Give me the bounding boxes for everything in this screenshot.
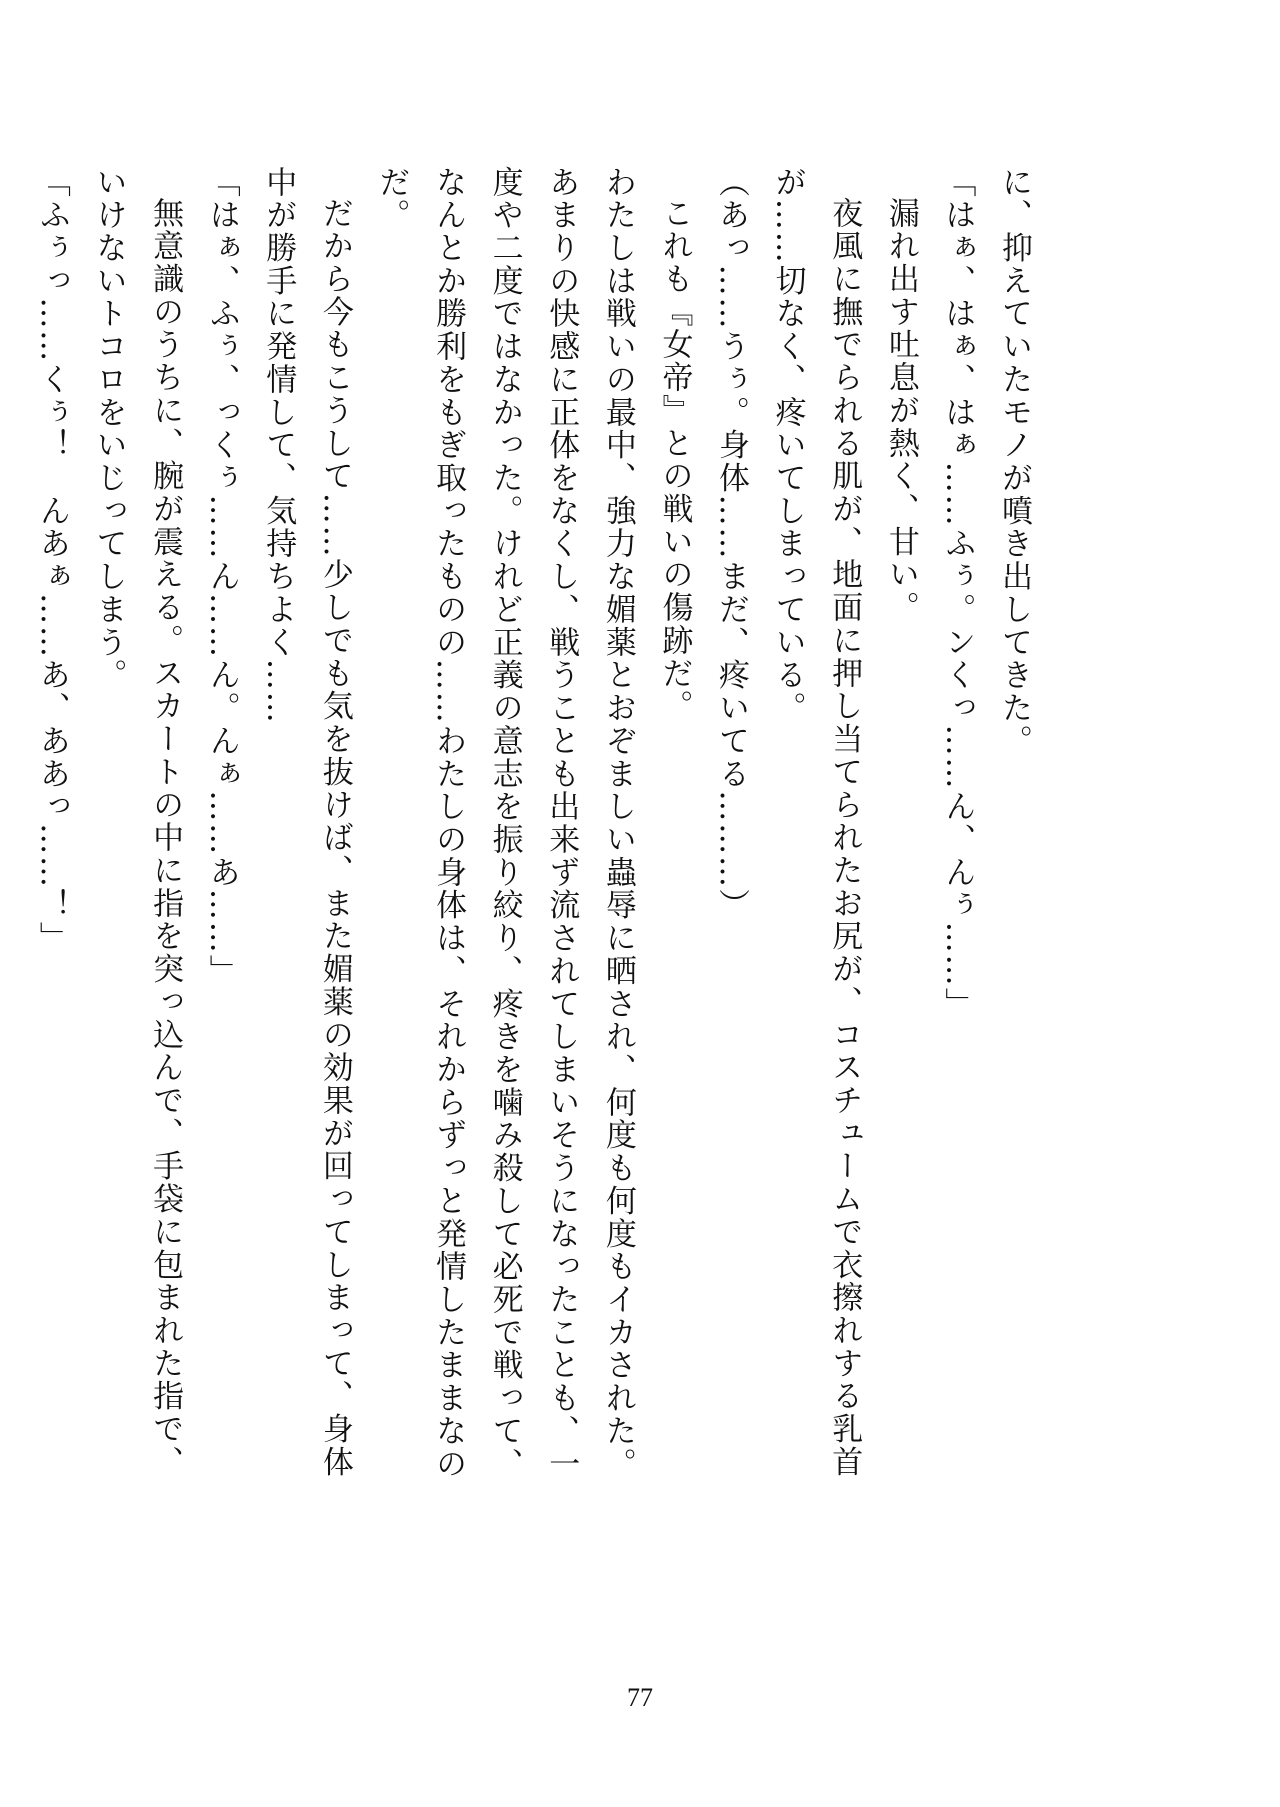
text-line-2: 「はぁ、はぁ、はぁ……ふぅ。ンくっ……ん、んぅ……」 [939, 166, 976, 1021]
text-line-4: 夜風に撫でられる肌が、地面に押し当てられたお尻が、コスチュームで衣擦れする乳首 [826, 197, 863, 1479]
text-line-18: 「ふぅっ……くぅ！ んあぁ……あ、ああっ……！」 [33, 166, 70, 955]
text-line-11: なんとか勝利をもぎ取ったものの……わたしの身体は、それからずっと発情したままなの [430, 166, 467, 1481]
text-line-16: 無意識のうちに、腕が震える。スカートの中に指を突っ込んで、手袋に包まれた指で、 [147, 197, 184, 1479]
text-line-3: 漏れ出す吐息が熱く、甘い。 [882, 197, 919, 625]
text-line-7: これも『女帝』との戦いの傷跡だ。 [656, 197, 693, 723]
text-line-14: 中が勝手に発情して、気持ちよく…… [260, 166, 297, 725]
text-line-5: が……切なく、疼いてしまっている。 [769, 166, 806, 725]
text-line-15: 「はぁ、ふぅ、っくぅ……ん……ん。んぁ……あ……」 [203, 166, 240, 988]
text-line-8: わたしは戦いの最中、強力な媚薬とおぞましい蟲辱に晒され、何度も何度もイカされた。 [599, 166, 636, 1481]
page-number: 77 [627, 1683, 653, 1712]
vertical-text-body [23, 166, 1042, 1576]
text-line-6: （あっ……うぅ。身体……まだ、疼いてる………） [713, 166, 750, 922]
text-line-13: だから今もこうして……少しでも気を抜けば、また媚薬の効果が回ってしまって、身体 [316, 197, 353, 1479]
text-line-12: だ。 [373, 166, 410, 232]
text-line-9: あまりの快感に正体をなくし、戦うことも出来ず流されてしまいそうになったことも、一 [543, 166, 580, 1481]
text-line-17: いけないトコロをいじってしまう。 [90, 166, 127, 692]
text-line-10: 度や二度ではなかった。けれど正義の意志を振り絞り、疼きを噛み殺して必死で戦って、 [486, 166, 523, 1481]
text-line-1: に、抑えていたモノが噴き出してきた。 [996, 166, 1032, 758]
